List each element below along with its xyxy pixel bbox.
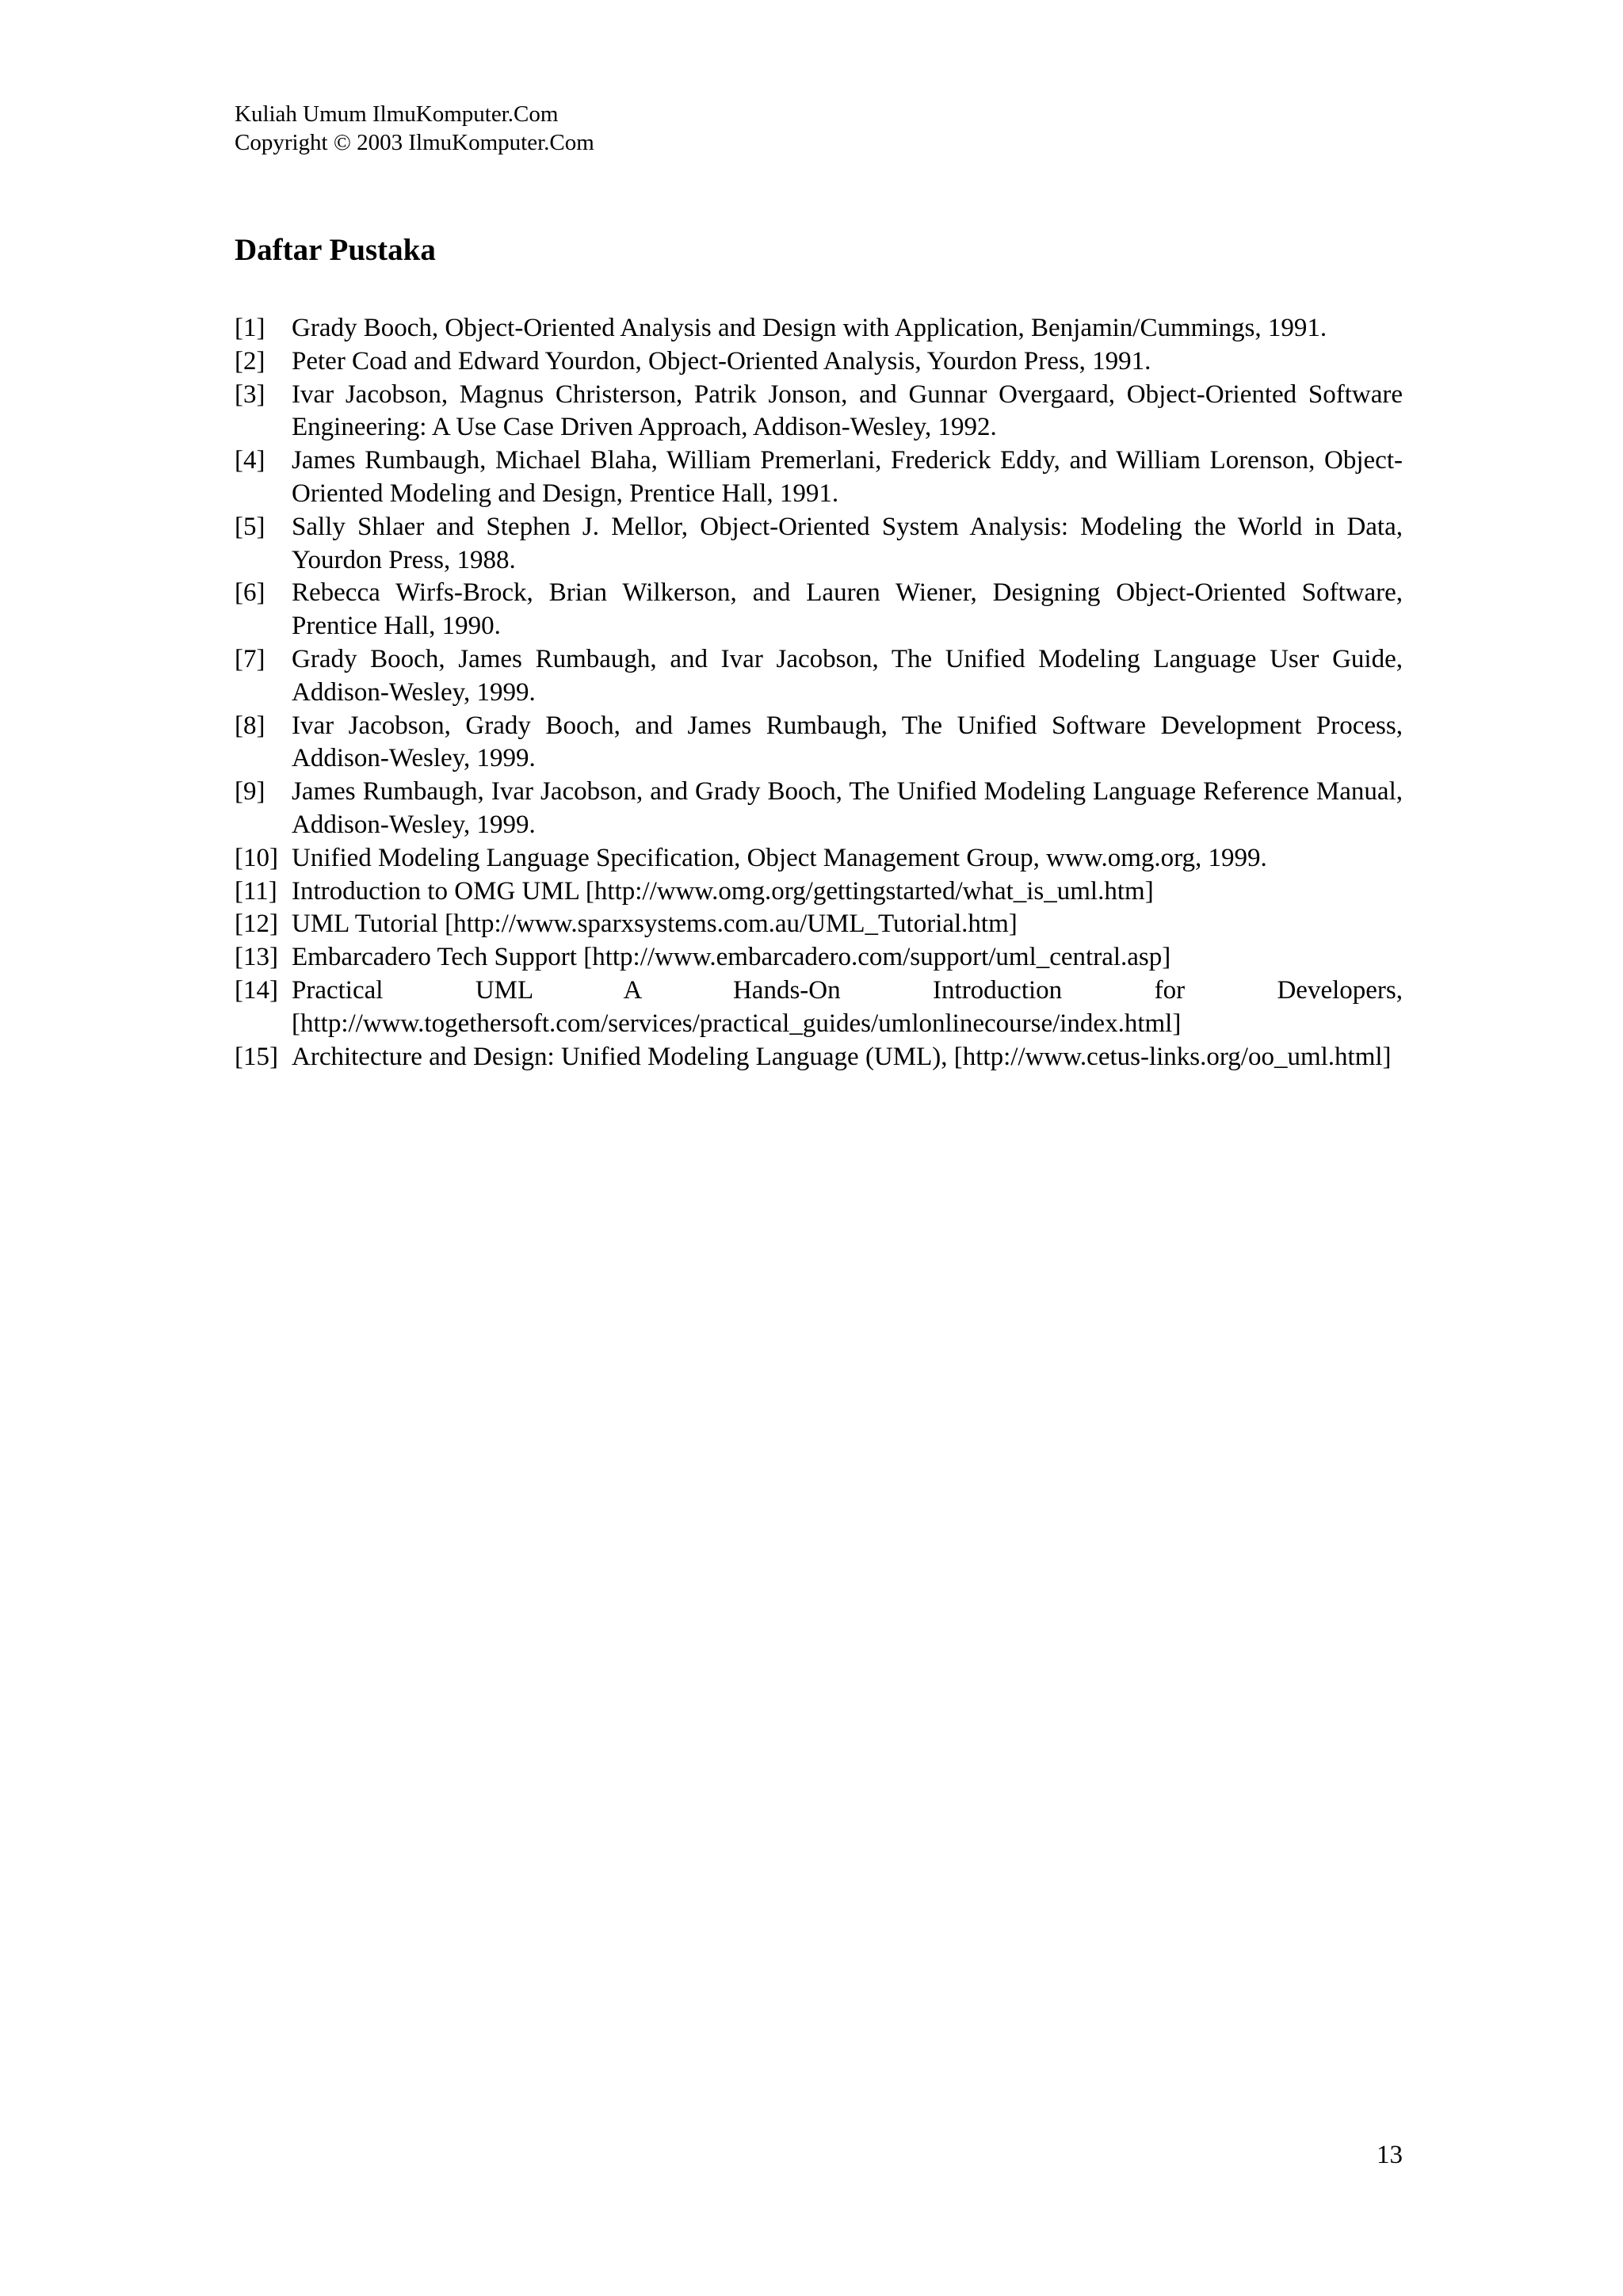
reference-text: Sally Shlaer and Stephen J. Mellor, Object-Oriented System Analysis: Modeling the World in Data, Yourdon Press, 1988. xyxy=(292,512,1403,574)
reference-number: [13] xyxy=(235,943,278,972)
reference-item xyxy=(235,842,1403,875)
reference-item xyxy=(235,1041,1403,1074)
reference-text: James Rumbaugh, Ivar Jacobson, and Grady Booch, The Unified Modeling Language Reference Manual, Addison-Wesley, 1999. xyxy=(292,777,1403,839)
reference-number: [12] xyxy=(235,910,278,939)
reference-item xyxy=(235,776,1403,842)
reference-item xyxy=(235,312,1403,345)
reference-number: [8] xyxy=(235,711,265,740)
reference-text: Rebecca Wirfs-Brock, Brian Wilkerson, and Lauren Wiener, Designing Object-Oriented Software, Prentice Hall, 1990. xyxy=(292,578,1403,641)
reference-number: [2] xyxy=(235,346,265,376)
reference-item xyxy=(235,908,1403,941)
reference-text: UML Tutorial [http://www.sparxsystems.com.au/UML_Tutorial.htm] xyxy=(292,910,1018,939)
reference-number: [15] xyxy=(235,1042,278,1071)
reference-number: [6] xyxy=(235,578,265,608)
reference-number: [1] xyxy=(235,314,265,342)
reference-number: [5] xyxy=(235,512,265,541)
reference-item xyxy=(235,577,1403,643)
reference-text: Embarcadero Tech Support [http://www.embarcadero.com/support/uml_central.asp] xyxy=(292,943,1171,972)
reference-item xyxy=(235,875,1403,909)
page-number: 13 xyxy=(1377,2141,1403,2169)
header-course-title: Kuliah Umum IlmuKomputer.Com xyxy=(235,101,559,127)
reference-text: James Rumbaugh, Michael Blaha, William Premerlani, Frederick Eddy, and William Lorenson, Object-Oriented Modeling and Design, Prentice Hall, 1991. xyxy=(292,446,1403,508)
reference-number: [4] xyxy=(235,446,265,475)
reference-number: [9] xyxy=(235,777,265,807)
reference-text: Unified Modeling Language Specification, Object Management Group, www.omg.org, 1999. xyxy=(292,843,1267,872)
reference-item xyxy=(235,974,1403,1041)
reference-list xyxy=(235,312,1403,1074)
section-heading: Daftar Pustaka xyxy=(235,233,436,267)
reference-number: [3] xyxy=(235,379,265,409)
reference-text: Peter Coad and Edward Yourdon, Object-Oriented Analysis, Yourdon Press, 1991. xyxy=(292,346,1151,376)
reference-item xyxy=(235,511,1403,578)
reference-item xyxy=(235,444,1403,511)
reference-text: Grady Booch, James Rumbaugh, and Ivar Jacobson, The Unified Modeling Language User Guide, Addison-Wesley, 1999. xyxy=(292,644,1403,707)
reference-number: [10] xyxy=(235,843,278,872)
reference-text: Practical UML A Hands-On Introduction for Developers, [http://www.togethersoft.com/services/practical_guides/umlonlinecourse/index.html] xyxy=(292,975,1403,1038)
reference-number: [7] xyxy=(235,644,265,673)
reference-item xyxy=(235,643,1403,710)
reference-item xyxy=(235,710,1403,776)
reference-text: Grady Booch, Object-Oriented Analysis and Design with Application, Benjamin/Cummings, 1991. xyxy=(292,314,1327,342)
reference-text: Ivar Jacobson, Magnus Christerson, Patrik Jonson, and Gunnar Overgaard, Object-Oriented Software Engineering: A Use Case Driven Approach, Addison-Wesley, 1992. xyxy=(292,379,1403,442)
reference-number: [11] xyxy=(235,876,277,906)
reference-item xyxy=(235,345,1403,379)
header-copyright: Copyright © 2003 IlmuKomputer.Com xyxy=(235,130,594,155)
reference-text: Introduction to OMG UML [http://www.omg.org/gettingstarted/what_is_uml.htm] xyxy=(292,876,1154,906)
reference-item xyxy=(235,379,1403,445)
reference-item xyxy=(235,941,1403,974)
page-header xyxy=(235,100,594,157)
reference-text: Architecture and Design: Unified Modeling Language (UML), [http://www.cetus-links.org/oo_uml.html] xyxy=(292,1042,1392,1071)
reference-number: [14] xyxy=(235,975,278,1005)
reference-text: Ivar Jacobson, Grady Booch, and James Rumbaugh, The Unified Software Development Process, Addison-Wesley, 1999. xyxy=(292,711,1403,773)
